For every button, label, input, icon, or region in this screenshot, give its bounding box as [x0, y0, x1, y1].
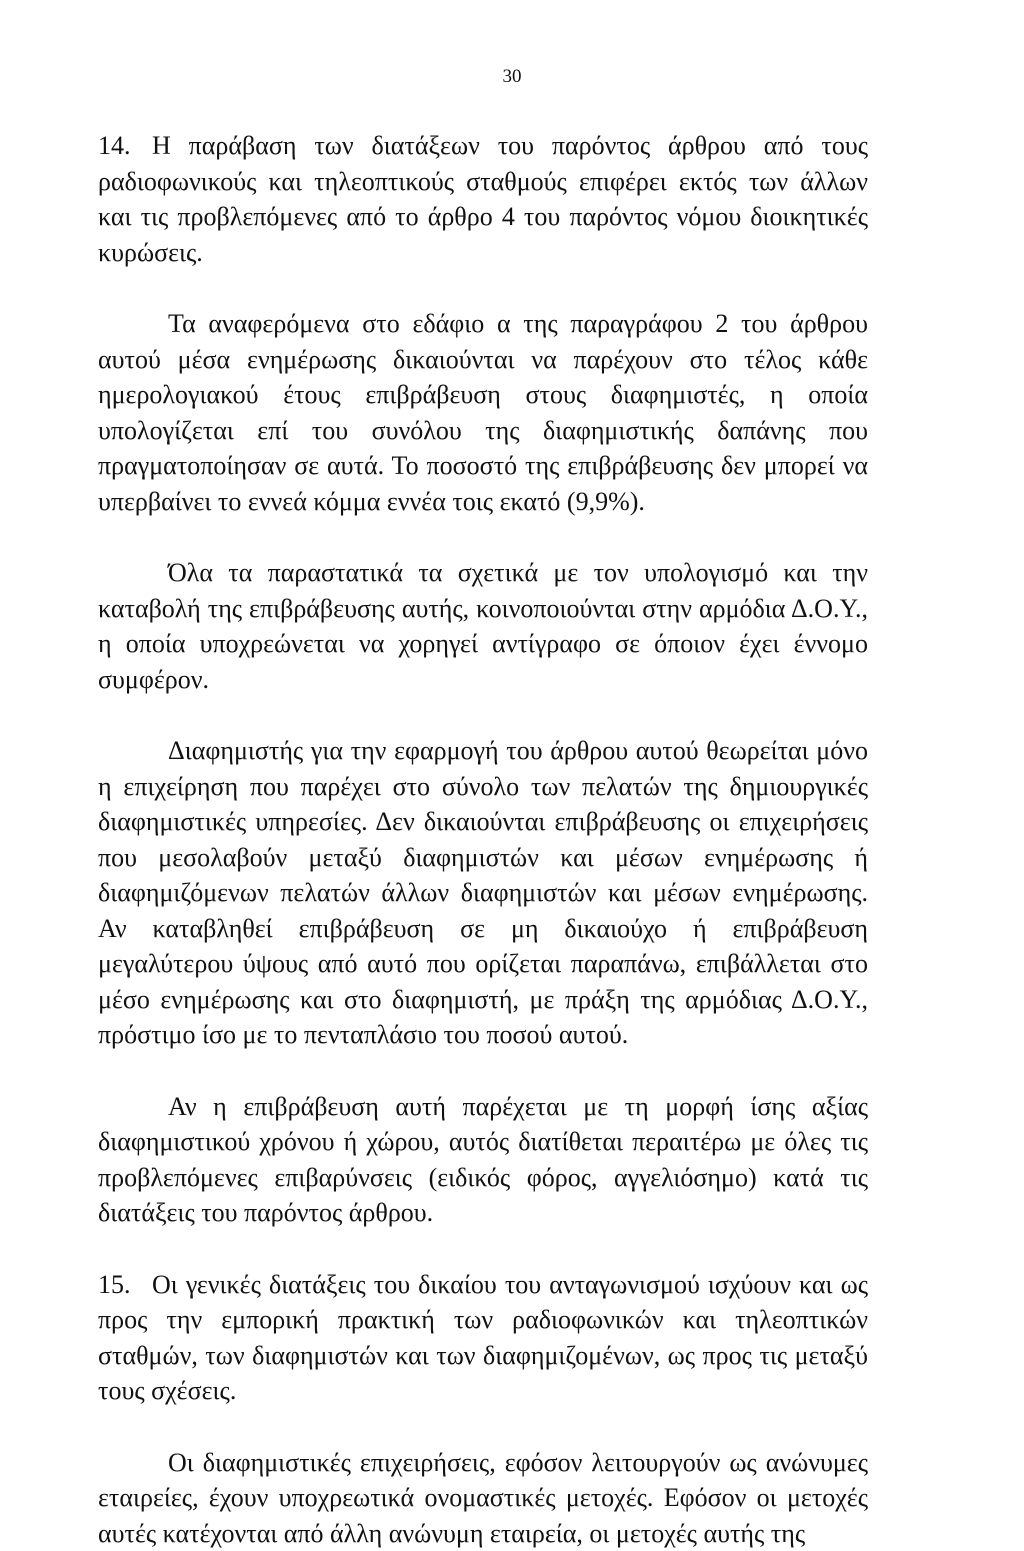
- paragraph-14-reward: Τα αναφερόμενα στο εδάφιο α της παραγράφου 2 του άρθρου αυτού μέσα ενημέρωσης δικαιούνται να παρέχουν στο τέλος κάθε ημερολογιακού έτους επιβράβευση στους διαφημιστές, η οποία υπολογίζεται επί του συνόλου της διαφημιστικής δαπάνης που πραγματοποίησαν σε αυτά. Το ποσοστό της επιβράβευσης δεν μπορεί να υπερβαίνει το εννεά κόμμα εννέα τοις εκατό (9,9%).: [98, 306, 868, 519]
- paragraph-15: [98, 1267, 868, 1409]
- paragraph-text: Η παράβαση των διατάξεων του παρόντος άρθρου από τους ραδιοφωνικούς και τηλεοπτικούς σταθμούς επιφέρει εκτός των άλλων και τις προβλεπόμενες από το άρθρο 4 του παρόντος νόμου διοικητικές κυρώσεις.: [98, 131, 868, 267]
- paragraph-15-shares: Οι διαφημιστικές επιχειρήσεις, εφόσον λειτουργούν ως ανώνυμες εταιρείες, έχουν υποχρεωτικά ονομαστικές μετοχές. Εφόσον οι μετοχές αυτές κατέχονται από άλλη ανώνυμη εταιρεία, οι μετοχές αυτής της: [98, 1445, 868, 1551]
- paragraph-number: 15.: [98, 1267, 152, 1303]
- paragraph-14-documents: Όλα τα παραστατικά τα σχετικά με τον υπολογισμό και την καταβολή της επιβράβευσης αυτής, κοινοποιούνται στην αρμόδια Δ.Ο.Υ., η οποία υποχρεώνεται να χορηγεί αντίγραφο σε όποιον έχει έννομο συμφέρον.: [98, 555, 868, 697]
- paragraph-14-advertiser-definition: Διαφημιστής για την εφαρμογή του άρθρου αυτού θεωρείται μόνο η επιχείρηση που παρέχει στο σύνολο των πελατών της δημιουργικές διαφημιστικές υπηρεσίες. Δεν δικαιούνται επιβράβευσης οι επιχειρήσεις που μεσολαβούν μεταξύ διαφημιστών και μέσων ενημέρωσης ή διαφημιζόμενων πελατών άλλων διαφημιστών και μέσων ενημέρωσης. Αν καταβληθεί επιβράβευση σε μη δικαιούχο ή επιβράβευση μεγαλύτερου ύψους από αυτό που ορίζεται παραπάνω, επιβάλλεται στο μέσο ενημέρωσης και στο διαφημιστή, με πράξη της αρμόδιας Δ.Ο.Υ., πρόστιμο ίσο με το πενταπλάσιο του ποσού αυτού.: [98, 733, 868, 1053]
- page-number: 30: [0, 66, 1024, 88]
- paragraph-14: [98, 128, 868, 270]
- document-body: [98, 128, 868, 1551]
- paragraph-number: 14.: [98, 128, 152, 164]
- paragraph-text: Οι γενικές διατάξεις του δικαίου του ανταγωνισμού ισχύουν και ως προς την εμπορική πρακτική των ραδιοφωνικών και τηλεοπτικών σταθμών, των διαφημιστών και των διαφημιζομένων, ως προς τις μεταξύ τους σχέσεις.: [98, 1270, 868, 1406]
- paragraph-14-airtime-reward: Αν η επιβράβευση αυτή παρέχεται με τη μορφή ίσης αξίας διαφημιστικού χρόνου ή χώρου, αυτός διατίθεται περαιτέρω με όλες τις προβλεπόμενες επιβαρύνσεις (ειδικός φόρος, αγγελιόσημο) κατά τις διατάξεις του παρόντος άρθρου.: [98, 1089, 868, 1231]
